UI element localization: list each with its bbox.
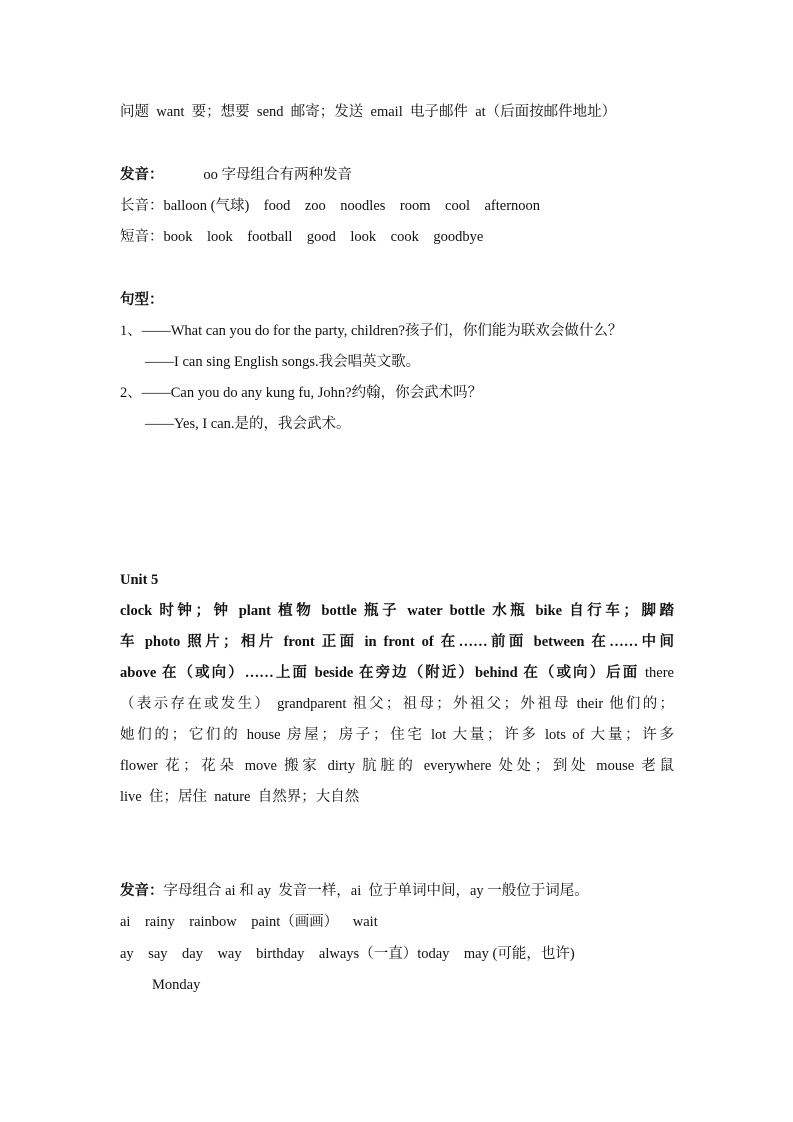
text-line bbox=[120, 102, 616, 122]
text-segment: Unit 5 bbox=[120, 572, 159, 588]
text-segment: flower 花；花朵 move 搬家 dirty 肮脏的 everywhere 处处；到处 mouse 老鼠 bbox=[120, 758, 674, 774]
text-line bbox=[120, 694, 674, 714]
text-line bbox=[120, 227, 483, 247]
text-segment: 她们的；它们的 house 房屋；房子；住宅 lot 大量；许多 lots of 大量；许多 bbox=[120, 727, 674, 743]
text-segment: live 住；居住 nature 自然界；大自然 bbox=[120, 789, 360, 805]
text-segment: ai rainy rainbow paint（画画） wait bbox=[120, 914, 378, 930]
text-segment: （表示存在或发生） grandparent 祖父；祖母；外祖父；外祖母 their 他们的； bbox=[120, 696, 674, 712]
text-line bbox=[120, 725, 674, 745]
text-segment: 字母组合 ai 和 ay 发音一样，ai 位于单词中间，ay 一般位于词尾。 bbox=[163, 883, 589, 899]
text-line bbox=[120, 632, 674, 652]
text-segment: Monday bbox=[152, 977, 201, 993]
text-segment: 发音： bbox=[120, 883, 164, 899]
text-line bbox=[120, 787, 359, 807]
text-line bbox=[120, 756, 674, 776]
text-line bbox=[120, 601, 674, 621]
text-segment: 车 photo 照片；相片 front 正面 in front of 在……前面 between 在……中间 bbox=[120, 634, 674, 650]
text-segment: above 在（或向）……上面 beside 在旁边（附近）behind 在（或向）后面 bbox=[120, 665, 645, 681]
text-line bbox=[120, 912, 378, 932]
text-segment: 2、——Can you do any kung fu, John?约翰，你会武术吗？ bbox=[120, 385, 483, 401]
text-line bbox=[120, 944, 575, 964]
text-line bbox=[120, 383, 482, 403]
text-segment: ——Yes, I can.是的，我会武术。 bbox=[145, 416, 351, 432]
text-line bbox=[120, 321, 622, 341]
text-segment: 1、——What can you do for the party, children?孩子们，你们能为联欢会做什么？ bbox=[120, 323, 623, 339]
text-segment: 句型： bbox=[120, 292, 164, 308]
text-line bbox=[145, 414, 351, 434]
text-line bbox=[145, 352, 420, 372]
text-segment: oo 字母组合有两种发音 bbox=[163, 167, 352, 183]
text-segment: 长音：balloon (气球) food zoo noodles room cool afternoon bbox=[120, 198, 541, 214]
text-line bbox=[120, 290, 164, 310]
text-line bbox=[152, 975, 200, 995]
text-line bbox=[120, 196, 540, 216]
text-segment: clock 时钟；钟 plant 植物 bottle 瓶子 water bottle 水瓶 bike 自行车；脚踏 bbox=[120, 603, 674, 619]
text-segment: 短音：book look football good look cook goodbye bbox=[120, 229, 484, 245]
text-line bbox=[120, 165, 352, 185]
text-segment: 发音： bbox=[120, 167, 164, 183]
text-segment: there bbox=[645, 665, 674, 681]
text-line bbox=[120, 881, 589, 901]
text-segment: 问题 want 要；想要 send 邮寄；发送 email 电子邮件 at（后面按邮件地址） bbox=[120, 104, 617, 120]
text-segment: ay say day way birthday always（一直）today may (可能，也许) bbox=[120, 946, 575, 962]
text-line bbox=[120, 663, 674, 683]
text-segment: ——I can sing English songs.我会唱英文歌。 bbox=[145, 354, 421, 370]
text-line bbox=[120, 570, 158, 590]
